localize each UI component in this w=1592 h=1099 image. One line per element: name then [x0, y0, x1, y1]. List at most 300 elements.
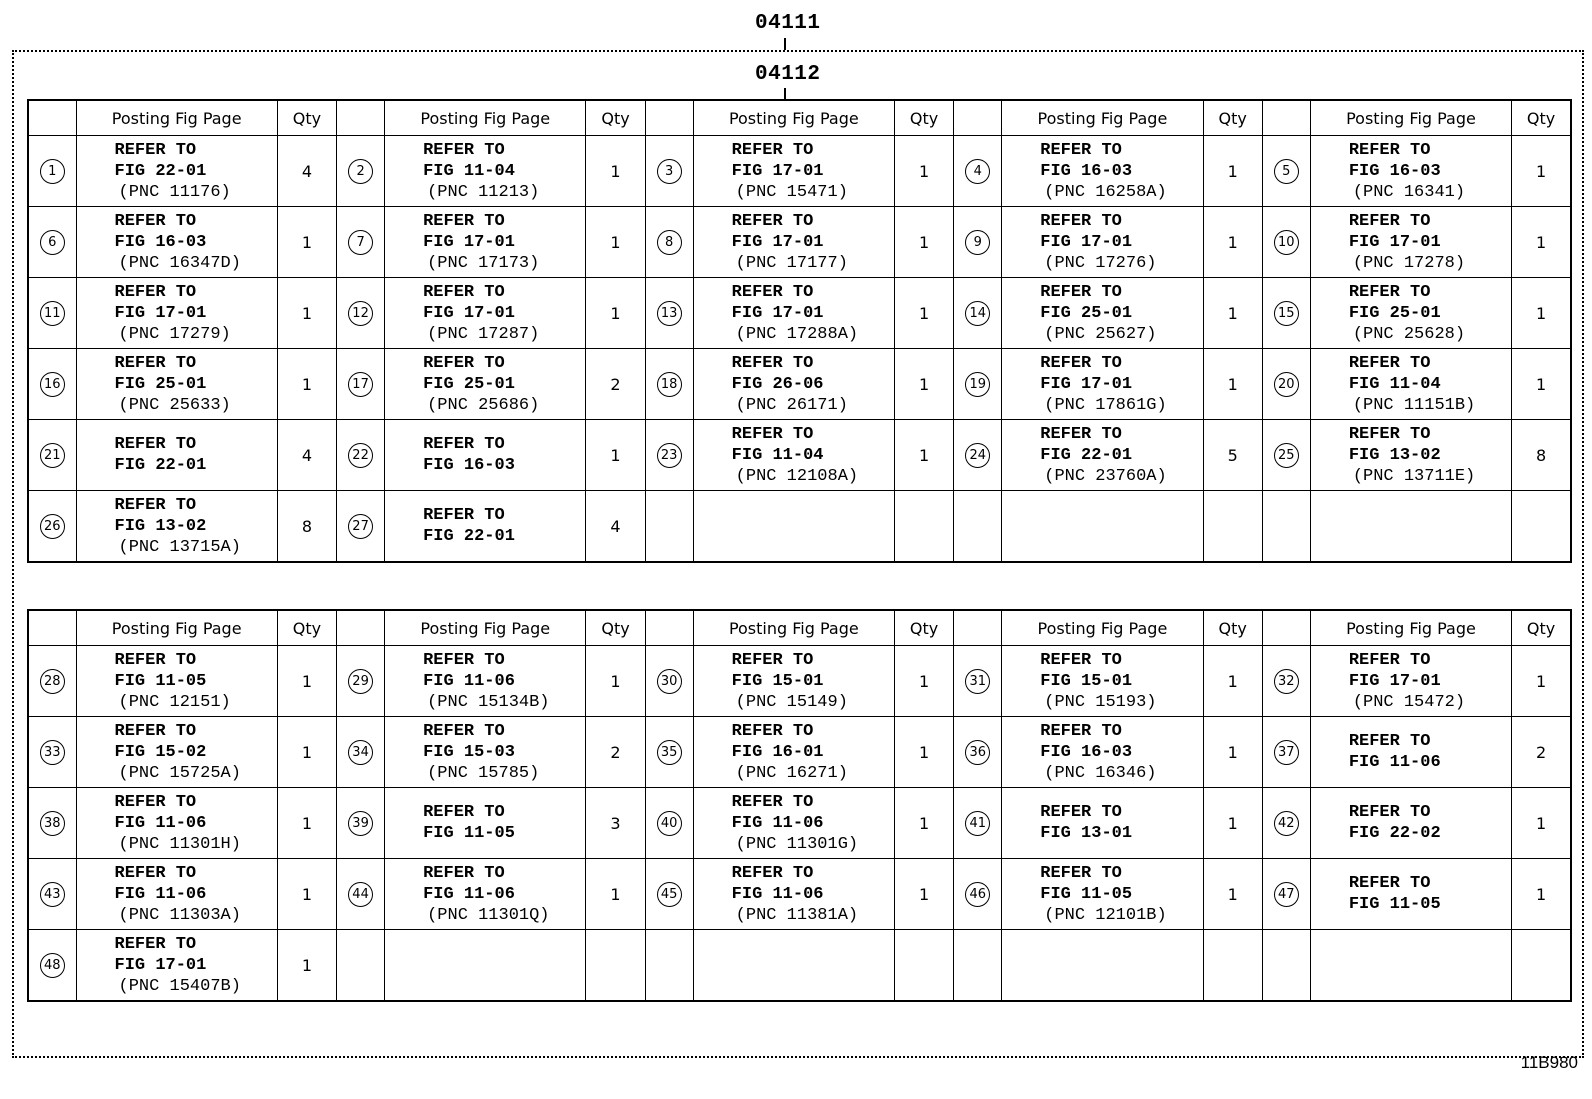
- item-number-badge: 15: [1274, 301, 1299, 326]
- pnc-reference: (PNC 17177): [735, 253, 848, 273]
- item-number-badge: 28: [40, 669, 65, 694]
- pnc-reference: (PNC 16341): [1352, 182, 1466, 202]
- posting-cell: [1002, 420, 1203, 491]
- fig-reference: FIG 16-01: [731, 742, 824, 762]
- qty-cell: 1: [1512, 646, 1571, 717]
- leader-tick-sub: [784, 88, 786, 99]
- item-number-cell: [645, 278, 693, 349]
- table-row: [28, 349, 1571, 420]
- item-number-cell: [954, 349, 1002, 420]
- refer-label: REFER TO: [1040, 282, 1122, 302]
- pnc-reference: (PNC 15725A): [118, 763, 241, 783]
- pnc-reference: (PNC 13711E): [1352, 466, 1476, 486]
- refer-label: REFER TO: [114, 435, 197, 454]
- item-number-cell: [337, 207, 385, 278]
- item-number-cell: [1262, 788, 1310, 859]
- item-number-badge: 36: [965, 740, 990, 765]
- empty-cell: [1203, 930, 1262, 1002]
- leader-tick-top: [784, 38, 786, 50]
- empty-cell: [1512, 491, 1571, 563]
- posting-header: Posting Fig Page: [76, 610, 277, 646]
- fig-reference: FIG 16-03: [423, 456, 515, 475]
- pnc-reference: (PNC 15785): [427, 763, 540, 783]
- posting-cell: [1310, 420, 1511, 491]
- fig-reference: FIG 13-02: [114, 516, 207, 536]
- item-number-badge: 6: [40, 230, 65, 255]
- qty-cell: 1: [894, 859, 953, 930]
- posting-cell: [385, 278, 586, 349]
- fig-reference: FIG 17-01: [1348, 232, 1441, 252]
- empty-cell: [1002, 491, 1203, 563]
- qty-cell: 1: [277, 930, 336, 1002]
- posting-cell: [1310, 717, 1511, 788]
- pnc-reference: (PNC 15134B): [427, 692, 550, 712]
- refer-label: REFER TO: [1040, 863, 1122, 883]
- empty-cell: [1262, 930, 1310, 1002]
- item-number-badge: 47: [1274, 882, 1299, 907]
- qty-cell: 1: [277, 646, 336, 717]
- table-row: [28, 136, 1571, 207]
- assembly-code-top: 04111: [755, 12, 821, 35]
- item-number-badge: 3: [657, 159, 682, 184]
- pnc-reference: (PNC 13715A): [118, 537, 241, 557]
- fig-reference: FIG 17-01: [1040, 374, 1133, 394]
- qty-cell: 1: [277, 788, 336, 859]
- fig-reference: FIG 15-01: [1040, 671, 1133, 691]
- fig-reference: FIG 11-04: [423, 161, 515, 181]
- refer-label: REFER TO: [114, 495, 197, 515]
- fig-reference: FIG 11-05: [423, 824, 515, 843]
- qty-cell: 1: [894, 717, 953, 788]
- pnc-reference: (PNC 17861G): [1044, 395, 1167, 415]
- fig-reference: FIG 16-03: [1040, 161, 1133, 181]
- refer-label: REFER TO: [1040, 211, 1122, 231]
- fig-reference: FIG 13-01: [1040, 824, 1133, 843]
- pnc-reference: (PNC 25627): [1044, 324, 1157, 344]
- reference-table-2: [27, 609, 1572, 1002]
- item-number-cell: [28, 278, 76, 349]
- item-number-badge: 44: [348, 882, 373, 907]
- pnc-reference: (PNC 11381A): [735, 905, 859, 925]
- refer-label: REFER TO: [1348, 732, 1431, 751]
- qty-cell: 8: [1512, 420, 1571, 491]
- refer-label: REFER TO: [731, 792, 814, 812]
- item-number-cell: [645, 859, 693, 930]
- posting-cell: [693, 717, 894, 788]
- posting-cell: [76, 646, 277, 717]
- item-number-badge: 12: [348, 301, 373, 326]
- item-number-cell: [954, 859, 1002, 930]
- item-number-cell: [1262, 717, 1310, 788]
- fig-reference: FIG 11-04: [731, 445, 824, 465]
- fig-reference: FIG 11-06: [731, 813, 824, 833]
- pnc-reference: (PNC 17278): [1352, 253, 1466, 273]
- refer-label: REFER TO: [1348, 424, 1431, 444]
- refer-label: REFER TO: [114, 353, 197, 373]
- fig-reference: FIG 17-01: [423, 303, 515, 323]
- pnc-reference: (PNC 11301G): [735, 834, 859, 854]
- item-number-badge: 11: [40, 301, 65, 326]
- fig-reference: FIG 25-01: [1040, 303, 1133, 323]
- empty-cell: [894, 930, 953, 1002]
- item-number-badge: 20: [1274, 372, 1299, 397]
- refer-label: REFER TO: [423, 282, 505, 302]
- item-number-badge: 43: [40, 882, 65, 907]
- item-number-badge: 37: [1274, 740, 1299, 765]
- item-number-cell: [954, 788, 1002, 859]
- item-number-badge: 17: [348, 372, 373, 397]
- item-number-cell: [954, 278, 1002, 349]
- fig-reference: FIG 25-01: [114, 374, 207, 394]
- posting-header: Posting Fig Page: [385, 610, 586, 646]
- refer-label: REFER TO: [423, 721, 505, 741]
- item-number-cell: [1262, 646, 1310, 717]
- item-number-badge: 22: [348, 443, 373, 468]
- fig-reference: FIG 16-03: [114, 232, 207, 252]
- posting-cell: [693, 788, 894, 859]
- item-number-cell: [337, 646, 385, 717]
- item-number-cell: [28, 788, 76, 859]
- refer-label: REFER TO: [1040, 803, 1122, 822]
- illustration-code: 11B980: [1520, 1053, 1578, 1072]
- posting-cell: [76, 491, 277, 563]
- table-row: [28, 420, 1571, 491]
- posting-cell: [1002, 349, 1203, 420]
- pnc-reference: (PNC 15149): [735, 692, 848, 712]
- fig-reference: FIG 22-01: [423, 527, 515, 546]
- qty-header: Qty: [1512, 100, 1571, 136]
- item-number-cell: [1262, 420, 1310, 491]
- posting-cell: [385, 717, 586, 788]
- fig-reference: FIG 22-01: [114, 456, 207, 475]
- index-header: [337, 610, 385, 646]
- qty-cell: 8: [277, 491, 336, 563]
- pnc-reference: (PNC 25628): [1352, 324, 1466, 344]
- item-number-badge: 45: [657, 882, 682, 907]
- refer-label: REFER TO: [731, 353, 814, 373]
- qty-cell: 1: [1203, 788, 1262, 859]
- qty-cell: 1: [894, 349, 953, 420]
- qty-header: Qty: [1203, 100, 1262, 136]
- fig-reference: FIG 17-01: [731, 161, 824, 181]
- item-number-cell: [337, 859, 385, 930]
- posting-cell: [1002, 788, 1203, 859]
- refer-label: REFER TO: [1040, 140, 1122, 160]
- pnc-reference: (PNC 17279): [118, 324, 231, 344]
- pnc-reference: (PNC 15472): [1352, 692, 1466, 712]
- qty-cell: 1: [586, 646, 645, 717]
- index-header: [954, 100, 1002, 136]
- item-number-badge: 35: [657, 740, 682, 765]
- posting-cell: [693, 420, 894, 491]
- refer-label: REFER TO: [731, 140, 814, 160]
- item-number-cell: [28, 420, 76, 491]
- item-number-cell: [28, 136, 76, 207]
- posting-cell: [1002, 646, 1203, 717]
- item-number-badge: 25: [1274, 443, 1299, 468]
- pnc-reference: (PNC 11301H): [118, 834, 241, 854]
- fig-reference: FIG 22-01: [1040, 445, 1133, 465]
- refer-label: REFER TO: [731, 863, 814, 883]
- qty-cell: 1: [1512, 136, 1571, 207]
- empty-cell: [337, 930, 385, 1002]
- reference-table-1: [27, 99, 1572, 563]
- posting-cell: [693, 207, 894, 278]
- qty-cell: 1: [1203, 349, 1262, 420]
- table-row: [28, 859, 1571, 930]
- pnc-reference: (PNC 23760A): [1044, 466, 1167, 486]
- table-row: [28, 646, 1571, 717]
- fig-reference: FIG 17-01: [731, 303, 824, 323]
- fig-reference: FIG 26-06: [731, 374, 824, 394]
- item-number-cell: [645, 646, 693, 717]
- item-number-badge: 29: [348, 669, 373, 694]
- refer-label: REFER TO: [731, 282, 814, 302]
- qty-header: Qty: [586, 610, 645, 646]
- refer-label: REFER TO: [731, 424, 814, 444]
- item-number-cell: [1262, 136, 1310, 207]
- posting-header: Posting Fig Page: [1002, 610, 1203, 646]
- refer-label: REFER TO: [423, 863, 505, 883]
- qty-cell: 2: [586, 717, 645, 788]
- qty-cell: 1: [586, 136, 645, 207]
- refer-label: REFER TO: [731, 721, 814, 741]
- posting-header: Posting Fig Page: [693, 100, 894, 136]
- posting-cell: [76, 930, 277, 1002]
- qty-cell: 2: [1512, 717, 1571, 788]
- qty-cell: 1: [894, 278, 953, 349]
- refer-label: REFER TO: [114, 934, 197, 954]
- refer-label: REFER TO: [423, 650, 505, 670]
- refer-label: REFER TO: [114, 721, 197, 741]
- posting-cell: [1310, 646, 1511, 717]
- posting-header: Posting Fig Page: [385, 100, 586, 136]
- item-number-badge: 27: [348, 514, 373, 539]
- item-number-cell: [645, 717, 693, 788]
- qty-header: Qty: [894, 100, 953, 136]
- empty-cell: [1203, 491, 1262, 563]
- pnc-reference: (PNC 15471): [735, 182, 848, 202]
- fig-reference: FIG 17-01: [1040, 232, 1133, 252]
- fig-reference: FIG 11-06: [114, 813, 207, 833]
- qty-cell: 1: [1512, 349, 1571, 420]
- posting-cell: [385, 136, 586, 207]
- item-number-cell: [954, 717, 1002, 788]
- posting-cell: [1310, 207, 1511, 278]
- posting-header: Posting Fig Page: [1310, 100, 1511, 136]
- empty-cell: [1310, 491, 1511, 563]
- item-number-cell: [954, 136, 1002, 207]
- posting-cell: [1310, 278, 1511, 349]
- refer-label: REFER TO: [1348, 140, 1431, 160]
- pnc-reference: (PNC 16346): [1044, 763, 1157, 783]
- posting-cell: [76, 717, 277, 788]
- qty-cell: 4: [586, 491, 645, 563]
- fig-reference: FIG 17-01: [731, 232, 824, 252]
- fig-reference: FIG 11-06: [114, 884, 207, 904]
- qty-cell: 1: [894, 420, 953, 491]
- refer-label: REFER TO: [731, 650, 814, 670]
- assembly-code-sub: 04112: [755, 63, 821, 86]
- pnc-reference: (PNC 12101B): [1044, 905, 1167, 925]
- refer-label: REFER TO: [114, 792, 197, 812]
- item-number-cell: [337, 491, 385, 563]
- qty-cell: 1: [586, 859, 645, 930]
- item-number-cell: [28, 349, 76, 420]
- fig-reference: FIG 17-01: [114, 955, 207, 975]
- refer-label: REFER TO: [1348, 803, 1431, 822]
- item-number-badge: 33: [40, 740, 65, 765]
- item-number-badge: 32: [1274, 669, 1299, 694]
- pnc-reference: (PNC 17276): [1044, 253, 1157, 273]
- posting-cell: [76, 788, 277, 859]
- item-number-badge: 19: [965, 372, 990, 397]
- posting-cell: [1310, 788, 1511, 859]
- qty-cell: 3: [586, 788, 645, 859]
- posting-header: Posting Fig Page: [693, 610, 894, 646]
- empty-cell: [586, 930, 645, 1002]
- qty-cell: 1: [894, 646, 953, 717]
- fig-reference: FIG 11-06: [731, 884, 824, 904]
- refer-label: REFER TO: [1040, 650, 1122, 670]
- item-number-cell: [337, 349, 385, 420]
- index-header: [1262, 100, 1310, 136]
- posting-cell: [385, 207, 586, 278]
- item-number-badge: 34: [348, 740, 373, 765]
- refer-label: REFER TO: [1040, 353, 1122, 373]
- item-number-cell: [337, 420, 385, 491]
- empty-cell: [1512, 930, 1571, 1002]
- pnc-reference: (PNC 17287): [427, 324, 540, 344]
- refer-label: REFER TO: [423, 803, 505, 822]
- refer-label: REFER TO: [1348, 353, 1431, 373]
- qty-cell: 1: [1512, 278, 1571, 349]
- item-number-cell: [1262, 207, 1310, 278]
- qty-cell: 1: [1203, 207, 1262, 278]
- item-number-cell: [1262, 349, 1310, 420]
- header-row: [28, 100, 1571, 136]
- empty-cell: [645, 930, 693, 1002]
- pnc-reference: (PNC 12151): [118, 692, 231, 712]
- posting-cell: [76, 278, 277, 349]
- item-number-badge: 39: [348, 811, 373, 836]
- fig-reference: FIG 25-01: [423, 374, 515, 394]
- pnc-reference: (PNC 11151B): [1352, 395, 1476, 415]
- qty-cell: 1: [1203, 717, 1262, 788]
- refer-label: REFER TO: [1348, 650, 1431, 670]
- empty-cell: [385, 930, 586, 1002]
- qty-header: Qty: [277, 610, 336, 646]
- item-number-badge: 16: [40, 372, 65, 397]
- pnc-reference: (PNC 11303A): [118, 905, 241, 925]
- item-number-badge: 38: [40, 811, 65, 836]
- fig-reference: FIG 22-01: [114, 161, 207, 181]
- qty-cell: 1: [277, 859, 336, 930]
- refer-label: REFER TO: [423, 435, 505, 454]
- item-number-cell: [337, 278, 385, 349]
- item-number-cell: [645, 420, 693, 491]
- pnc-reference: (PNC 17173): [427, 253, 540, 273]
- item-number-cell: [28, 207, 76, 278]
- item-number-cell: [28, 491, 76, 563]
- index-header: [337, 100, 385, 136]
- qty-cell: 2: [586, 349, 645, 420]
- fig-reference: FIG 25-01: [1348, 303, 1441, 323]
- posting-cell: [1310, 859, 1511, 930]
- qty-cell: 1: [277, 278, 336, 349]
- item-number-cell: [337, 788, 385, 859]
- posting-cell: [385, 646, 586, 717]
- refer-label: REFER TO: [731, 211, 814, 231]
- qty-cell: 1: [586, 420, 645, 491]
- fig-reference: FIG 11-05: [114, 671, 207, 691]
- qty-cell: 1: [1203, 646, 1262, 717]
- qty-cell: 1: [586, 207, 645, 278]
- fig-reference: FIG 11-06: [423, 884, 515, 904]
- fig-reference: FIG 15-02: [114, 742, 207, 762]
- pnc-reference: (PNC 11213): [427, 182, 540, 202]
- qty-cell: 5: [1203, 420, 1262, 491]
- index-header: [645, 610, 693, 646]
- qty-header: Qty: [277, 100, 336, 136]
- posting-cell: [76, 207, 277, 278]
- pnc-reference: (PNC 11176): [118, 182, 231, 202]
- empty-cell: [894, 491, 953, 563]
- empty-cell: [1262, 491, 1310, 563]
- fig-reference: FIG 16-03: [1040, 742, 1133, 762]
- item-number-cell: [28, 717, 76, 788]
- qty-cell: 1: [1512, 207, 1571, 278]
- fig-reference: FIG 16-03: [1348, 161, 1441, 181]
- item-number-badge: 41: [965, 811, 990, 836]
- item-number-cell: [645, 788, 693, 859]
- item-number-cell: [645, 207, 693, 278]
- item-number-badge: 31: [965, 669, 990, 694]
- refer-label: REFER TO: [114, 211, 197, 231]
- refer-label: REFER TO: [1040, 424, 1122, 444]
- item-number-badge: 23: [657, 443, 682, 468]
- posting-cell: [1002, 136, 1203, 207]
- posting-cell: [385, 859, 586, 930]
- fig-reference: FIG 11-06: [423, 671, 515, 691]
- item-number-cell: [954, 646, 1002, 717]
- qty-cell: 1: [277, 717, 336, 788]
- qty-cell: 1: [894, 788, 953, 859]
- pnc-reference: (PNC 17288A): [735, 324, 859, 344]
- item-number-cell: [954, 207, 1002, 278]
- posting-cell: [1310, 136, 1511, 207]
- posting-cell: [385, 420, 586, 491]
- item-number-badge: 30: [657, 669, 682, 694]
- item-number-badge: 14: [965, 301, 990, 326]
- qty-cell: 4: [277, 136, 336, 207]
- fig-reference: FIG 11-04: [1348, 374, 1441, 394]
- header-row: [28, 610, 1571, 646]
- posting-cell: [1002, 717, 1203, 788]
- empty-cell: [954, 930, 1002, 1002]
- refer-label: REFER TO: [423, 506, 505, 525]
- refer-label: REFER TO: [423, 353, 505, 373]
- table-row: [28, 278, 1571, 349]
- qty-header: Qty: [1512, 610, 1571, 646]
- posting-header: Posting Fig Page: [76, 100, 277, 136]
- table-row: [28, 788, 1571, 859]
- item-number-cell: [645, 136, 693, 207]
- posting-cell: [1002, 278, 1203, 349]
- item-number-badge: 8: [657, 230, 682, 255]
- posting-cell: [385, 788, 586, 859]
- qty-cell: 1: [1203, 859, 1262, 930]
